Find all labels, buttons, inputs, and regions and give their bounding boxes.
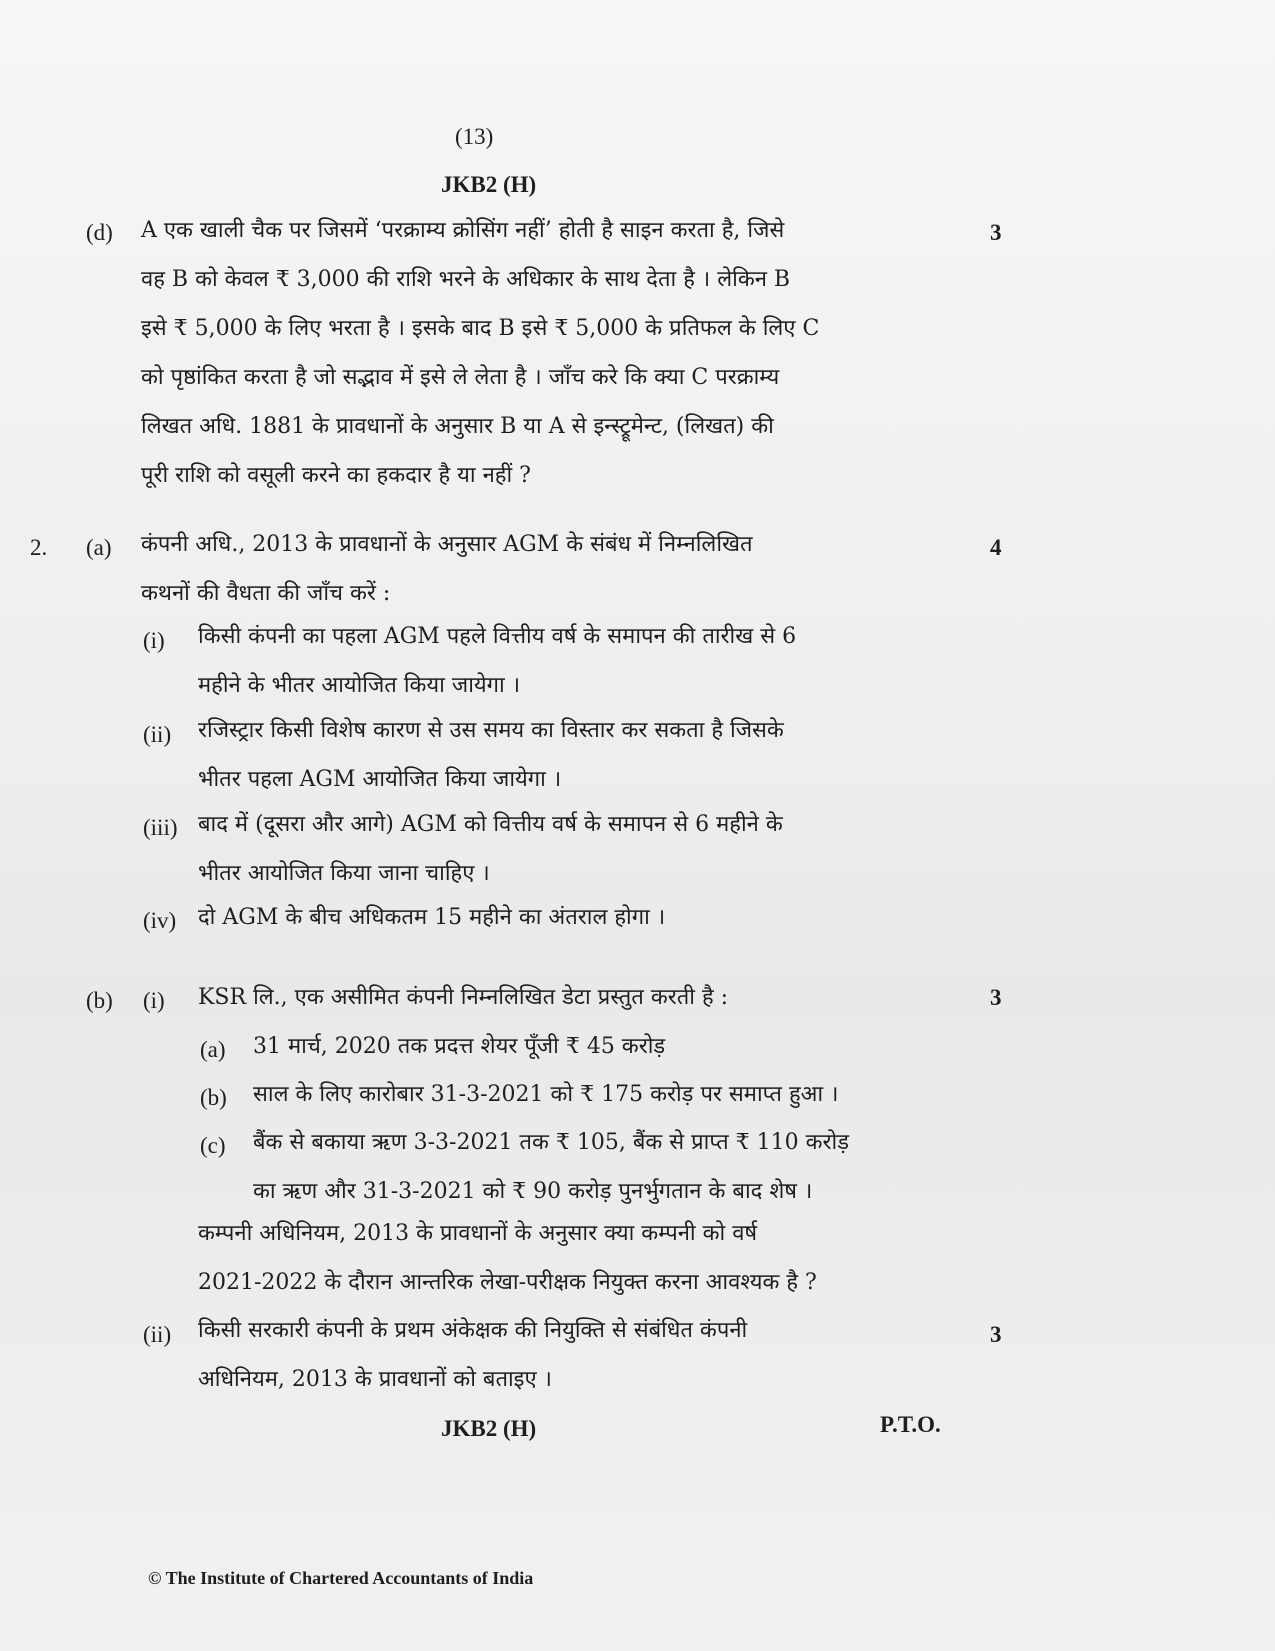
q2a-item-text [198, 612, 876, 710]
item-line: रजिस्ट्रार किसी विशेष कारण से उस समय का विस्तार कर सकता है जिसके [198, 718, 784, 743]
q2b-label: (b) [86, 988, 113, 1013]
q1d-text [141, 206, 876, 500]
q2b-ii-marks: 3 [990, 1322, 1002, 1347]
q2b-sub-text [253, 1070, 876, 1119]
item-line: भीतर आयोजित किया जाना चाहिए । [198, 861, 490, 886]
q1d-line: लिखत अधि. 1881 के प्रावधानों के अनुसार B या A से इन्स्ट्रूमेन्ट, (लिखत) की [141, 414, 774, 439]
sub-line: 31 मार्च, 2020 तक प्रदत्त शेयर पूँजी ₹ 45 करोड़ [253, 1034, 666, 1059]
sub-line: बैंक से बकाया ऋण 3-3-2021 तक ₹ 105, बैंक से प्राप्त ₹ 110 करोड़ [253, 1130, 850, 1155]
sub-line: का ऋण और 31-3-2021 को ₹ 90 करोड़ पुनर्भुगतान के बाद शेष । [253, 1179, 813, 1204]
item-line: बाद में (दूसरा और आगे) AGM को वित्तीय वर्ष के समापन से 6 महीने के [198, 812, 783, 837]
q1d-line: वह B को केवल ₹ 3,000 की राशि भरने के अधिकार के साथ देता है । लेकिन B [141, 267, 791, 292]
q2a-intro [141, 520, 876, 618]
q2b-sub-text [253, 1022, 876, 1071]
q2b-sub-text [253, 1118, 876, 1216]
q2b-i-marks: 3 [990, 985, 1002, 1010]
q1d-marks: 3 [990, 220, 1002, 245]
q2b-sub-label: (a) [200, 1037, 226, 1062]
paper-code-footer: JKB2 (H) [441, 1416, 537, 1441]
q2a-item-label: (i) [143, 628, 165, 653]
q1d-line: पूरी राशि को वसूली करने का हकदार है या नहीं ? [141, 463, 531, 488]
sub-line: साल के लिए कारोबार 31-3-2021 को ₹ 175 करोड़ पर समाप्त हुआ । [253, 1082, 839, 1107]
q2a-item-text [198, 893, 876, 942]
q2a-item-text [198, 800, 876, 898]
q2b-i-question [198, 1209, 876, 1307]
q1d-line: A एक खाली चैक पर जिसमें ‘परक्राम्य क्रोसिंग नहीं’ होती है साइन करता है, जिसे [141, 218, 785, 243]
q2b-ii-line: किसी सरकारी कंपनी के प्रथम अंकेक्षक की नियुक्ति से संबंधित कंपनी [198, 1318, 748, 1343]
question-line: 2021-2022 के दौरान आन्तरिक लेखा-परीक्षक नियुक्त करना आवश्यक है ? [198, 1270, 817, 1295]
q2a-intro-line: कथनों की वैधता की जाँच करें : [141, 581, 391, 606]
pto-label: P.T.O. [880, 1412, 941, 1437]
q2b-ii-line: अधिनियम, 2013 के प्रावधानों को बताइए । [198, 1367, 552, 1392]
q2a-item-text [198, 706, 876, 804]
item-line: दो AGM के बीच अधिकतम 15 महीने का अंतराल होगा । [198, 905, 666, 930]
page-number: (13) [455, 124, 494, 149]
q1d-label: (d) [86, 220, 113, 245]
q2a-marks: 4 [990, 535, 1002, 560]
paper-code-header: JKB2 (H) [441, 172, 537, 197]
q1d-line: इसे ₹ 5,000 के लिए भरता है । इसके बाद B इसे ₹ 5,000 के प्रतिफल के लिए C [141, 316, 820, 341]
q2b-ii-text [198, 1306, 876, 1404]
q2a-intro-line: कंपनी अधि., 2013 के प्रावधानों के अनुसार AGM के संबंध में निम्नलिखित [141, 532, 753, 557]
q2a-item-label: (iii) [143, 815, 178, 840]
copyright-notice: © The Institute of Chartered Accountants of India [148, 1568, 534, 1588]
item-line: महीने के भीतर आयोजित किया जायेगा । [198, 673, 521, 698]
q2b-sub-label: (c) [200, 1133, 226, 1158]
q2b-ii-label: (ii) [143, 1322, 172, 1347]
item-line: भीतर पहला AGM आयोजित किया जायेगा । [198, 767, 562, 792]
q2b-i-intro [198, 973, 876, 1022]
q2a-item-label: (iv) [143, 908, 177, 933]
question-line: कम्पनी अधिनियम, 2013 के प्रावधानों के अनुसार क्या कम्पनी को वर्ष [198, 1221, 758, 1246]
q2-number: 2. [30, 535, 48, 560]
item-line: किसी कंपनी का पहला AGM पहले वित्तीय वर्ष के समापन की तारीख से 6 [198, 624, 797, 649]
q2b-sub-label: (b) [200, 1085, 227, 1110]
q2a-label: (a) [86, 535, 112, 560]
q2b-i-intro-line: KSR लि., एक असीमित कंपनी निम्नलिखित डेटा प्रस्तुत करती है : [198, 985, 729, 1010]
q2b-i-label: (i) [143, 988, 165, 1013]
q2a-item-label: (ii) [143, 722, 172, 747]
q1d-line: को पृष्ठांकित करता है जो सद्भाव में इसे ले लेता है । जाँच करे कि क्या C परक्राम्य [141, 365, 780, 390]
